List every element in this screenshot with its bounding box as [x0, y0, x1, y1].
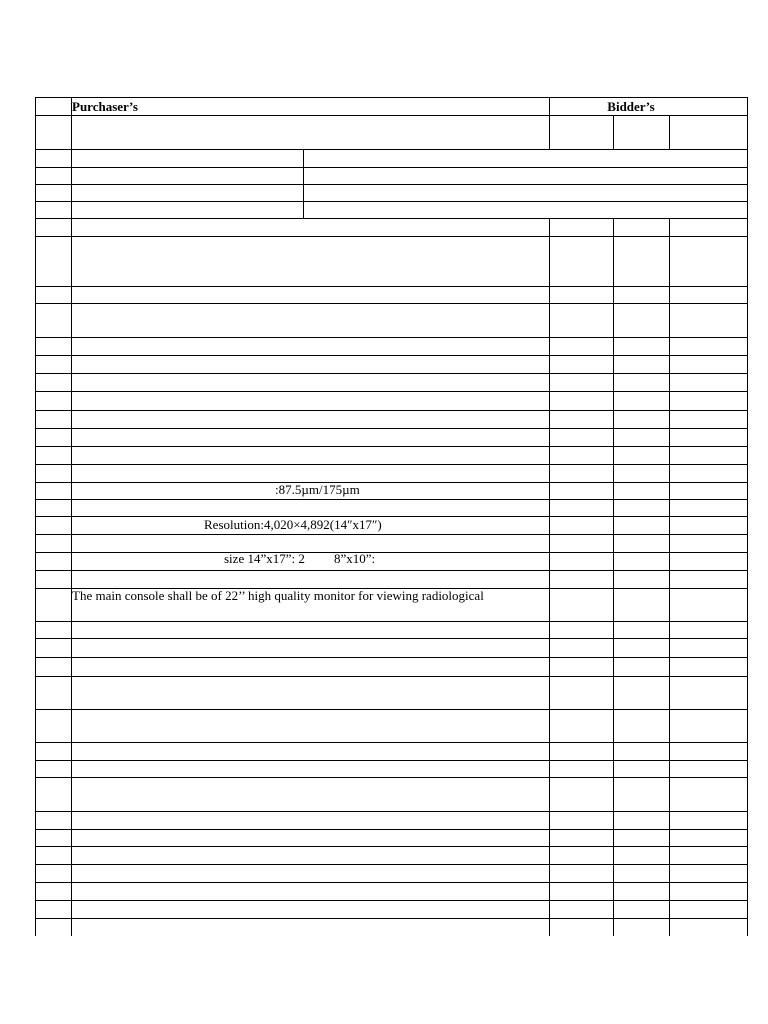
cassette-size-8x10-spec: 8”x10”:: [334, 551, 376, 566]
console-monitor-spec: The main console shall be of 22’’ high quality monitor for viewing radiological: [72, 588, 484, 603]
cassette-size-14x17-spec: size 14”x17”: 2: [224, 551, 305, 566]
pixel-pitch-spec: :87.5µm/175µm: [275, 482, 360, 497]
resolution-spec: Resolution:4,020×4,892(14″x17″): [204, 517, 382, 532]
bidder-header: Bidder’s: [607, 99, 655, 114]
specification-table: [35, 97, 748, 936]
purchaser-header: Purchaser’s: [72, 99, 138, 114]
table-grid: [35, 97, 748, 936]
